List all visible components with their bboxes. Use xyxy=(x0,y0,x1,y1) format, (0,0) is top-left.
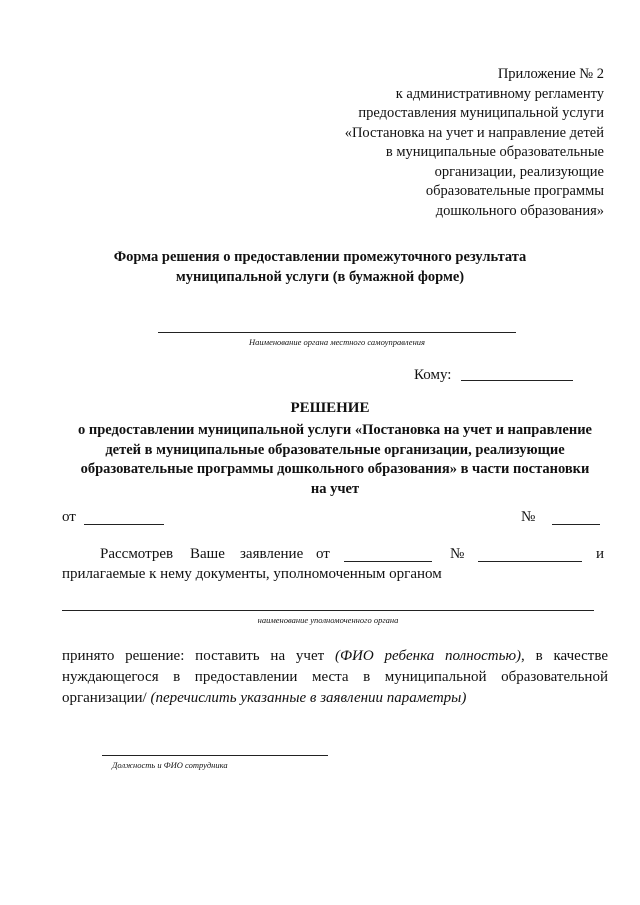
appendix-line: предоставления муниципальной услуги xyxy=(358,105,604,121)
decision-text: принято решение: поставить на учет xyxy=(62,648,335,664)
appendix-block xyxy=(284,65,604,221)
form-title-line: муниципальной услуги (в бумажной форме) xyxy=(175,269,465,285)
from-label: от xyxy=(62,509,76,525)
subtitle-line: о предоставлении муниципальной услуги «Постановка на учет и направление xyxy=(78,422,592,438)
review-number-label: № xyxy=(450,546,465,562)
appendix-line: в муниципальные образовательные xyxy=(385,144,604,160)
form-title xyxy=(60,247,580,287)
appendix-line: дошкольного образования» xyxy=(435,202,604,219)
number-blank-line xyxy=(552,524,600,525)
decision-paragraph xyxy=(62,646,608,709)
parameters-placeholder: (перечислить указанные в заявлении параметры) xyxy=(150,690,467,706)
to-blank-line xyxy=(461,380,573,381)
authorized-body-line xyxy=(62,610,594,611)
subtitle-line: детей в муниципальные образовательные организации, реализующие xyxy=(105,441,565,458)
authority-caption: Наименование органа местного самоуправления xyxy=(249,337,425,347)
authorized-body-caption: наименование уполномоченного органа xyxy=(257,615,399,625)
appendix-line: организации, реализующие xyxy=(434,163,604,180)
review-word: от xyxy=(316,546,330,562)
authority-name-line xyxy=(158,332,516,333)
review-line-2: прилагаемые к нему документы, уполномоченным органом xyxy=(62,566,442,582)
signature-line xyxy=(102,755,328,756)
application-number-blank xyxy=(478,561,582,562)
subtitle-line: образовательные программы дошкольного образования» в части постановки xyxy=(80,461,590,477)
decision-subtitle xyxy=(60,421,610,499)
number-label: № xyxy=(521,509,536,525)
review-word: заявление xyxy=(240,546,304,562)
signature-caption: Должность и ФИО сотрудника xyxy=(112,760,228,770)
date-blank-line xyxy=(84,524,164,525)
form-title-line: Форма решения о предоставлении промежуточного результата xyxy=(113,249,527,265)
decision-heading: РЕШЕНИЕ xyxy=(290,400,370,416)
appendix-line: «Постановка на учет и направление детей xyxy=(344,124,604,141)
review-word: Ваше xyxy=(190,546,225,562)
review-word: Рассмотрев xyxy=(100,546,174,562)
appendix-line: к административному регламенту xyxy=(395,85,604,102)
child-name-placeholder: (ФИО ребенка полностью) xyxy=(334,648,522,664)
appendix-line: образовательные программы xyxy=(425,183,604,199)
review-word: и xyxy=(596,546,605,562)
to-field xyxy=(414,367,573,384)
to-label: Кому: xyxy=(414,367,452,383)
application-date-blank xyxy=(344,561,432,562)
decision-text: , в качестве нуждающегося в предоставлении места в муниципальной образовательной организации/ xyxy=(62,648,609,706)
subtitle-line: на учет xyxy=(310,480,360,497)
appendix-line: Приложение № 2 xyxy=(497,66,604,82)
